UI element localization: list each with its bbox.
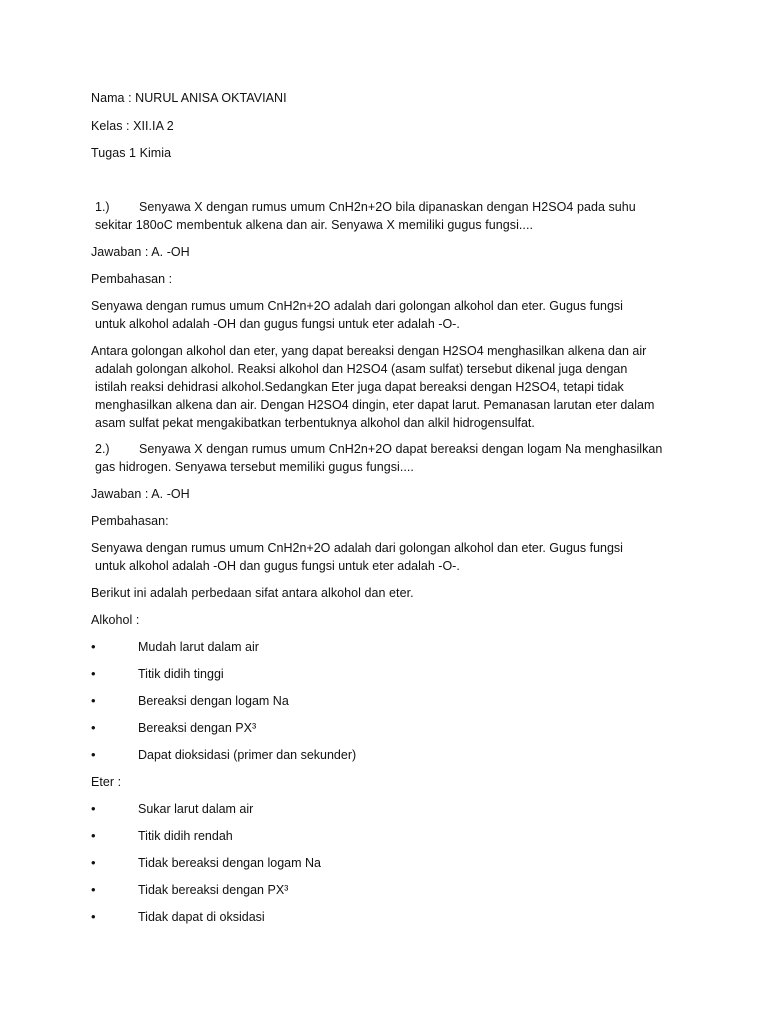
question-1-paragraph-2 <box>91 342 654 432</box>
alkohol-item: Bereaksi dengan logam Na <box>138 694 289 708</box>
question-1-discussion-label: Pembahasan : <box>91 272 173 286</box>
question-2-paragraph-1 <box>91 539 623 575</box>
bullet-marker: • <box>91 639 96 654</box>
paragraph-line: menghasilkan alkena dan air. Dengan H2SO4 dingin, eter dapat larut. Pemanasan larutan eter dalam <box>95 398 655 412</box>
paragraph-line: Antara golongan alkohol dan eter, yang dapat bereaksi dengan H2SO4 menghasilkan alkena dan air <box>91 344 647 358</box>
comparison-intro: Berikut ini adalah perbedaan sifat antara alkohol dan eter. <box>91 586 414 600</box>
eter-item: Tidak bereaksi dengan PX³ <box>138 883 289 897</box>
bullet-marker: • <box>91 693 96 708</box>
alkohol-item: Bereaksi dengan PX³ <box>138 721 257 735</box>
question-1-line-1: Senyawa X dengan rumus umum CnH2n+2O bila dipanaskan dengan H2SO4 pada suhu <box>139 200 636 214</box>
bullet-marker: • <box>91 666 96 681</box>
bullet-marker: • <box>91 855 96 870</box>
paragraph-line: Senyawa dengan rumus umum CnH2n+2O adalah dari golongan alkohol dan eter. Gugus fungsi <box>91 299 623 313</box>
bullet-marker: • <box>91 747 96 762</box>
eter-item: Titik didih rendah <box>138 829 233 843</box>
eter-item: Sukar larut dalam air <box>138 802 254 816</box>
bullet-marker: • <box>91 828 96 843</box>
question-1-answer: Jawaban : A. -OH <box>91 245 190 259</box>
paragraph-line: Senyawa dengan rumus umum CnH2n+2O adalah dari golongan alkohol dan eter. Gugus fungsi <box>91 541 623 555</box>
eter-heading: Eter : <box>91 775 122 789</box>
bullet-marker: • <box>91 909 96 924</box>
bullet-marker: • <box>91 801 96 816</box>
eter-item: Tidak bereaksi dengan logam Na <box>138 856 321 870</box>
paragraph-line: istilah reaksi dehidrasi alkohol.Sedangkan Eter juga dapat bereaksi dengan H2SO4, tetapi tidak <box>95 380 624 394</box>
paragraph-line: asam sulfat pekat mengakibatkan terbentuknya alkohol dan alkil hidrogensulfat. <box>95 416 535 430</box>
question-1-number: 1.) <box>95 200 110 214</box>
eter-item: Tidak dapat di oksidasi <box>138 910 265 924</box>
question-1-paragraph-1 <box>91 297 623 333</box>
paragraph-line: untuk alkohol adalah -OH dan gugus fungsi untuk eter adalah -O-. <box>95 317 460 331</box>
question-2-answer: Jawaban : A. -OH <box>91 487 190 501</box>
question-2-line-1: Senyawa X dengan rumus umum CnH2n+2O dapat bereaksi dengan logam Na menghasilkan <box>139 442 663 456</box>
assignment-title: Tugas 1 Kimia <box>91 146 172 160</box>
alkohol-item: Dapat dioksidasi (primer dan sekunder) <box>138 748 357 762</box>
paragraph-line: untuk alkohol adalah -OH dan gugus fungsi untuk eter adalah -O-. <box>95 559 460 573</box>
paragraph-line: adalah golongan alkohol. Reaksi alkohol dan H2SO4 (asam sulfat) tersebut dikenal juga dengan <box>95 362 628 376</box>
bullet-marker: • <box>91 720 96 735</box>
student-class: Kelas : XII.IA 2 <box>91 119 174 133</box>
question-1-line-2: sekitar 180oC membentuk alkena dan air. Senyawa X memiliki gugus fungsi.... <box>95 218 534 232</box>
student-name: Nama : NURUL ANISA OKTAVIANI <box>91 91 287 105</box>
question-2-number: 2.) <box>95 442 110 456</box>
bullet-marker: • <box>91 882 96 897</box>
alkohol-item: Mudah larut dalam air <box>138 640 259 654</box>
alkohol-item: Titik didih tinggi <box>138 667 224 681</box>
question-2-discussion-label: Pembahasan: <box>91 514 169 528</box>
alkohol-heading: Alkohol : <box>91 613 140 627</box>
question-2-line-2: gas hidrogen. Senyawa tersebut memiliki gugus fungsi.... <box>95 460 414 474</box>
